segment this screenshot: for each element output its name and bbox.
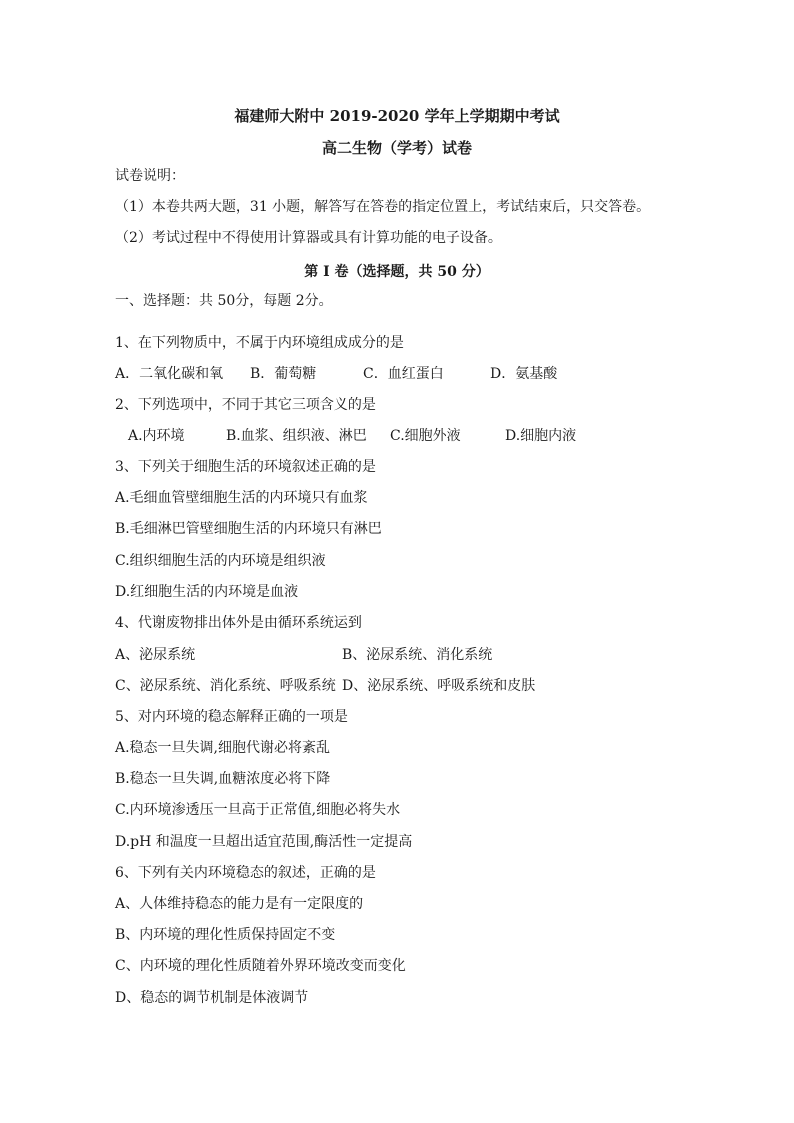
exam-subtitle: 高二生物（学考）试卷 bbox=[321, 139, 472, 157]
question-1-option-a: A．二氧化碳和氧 bbox=[115, 366, 224, 382]
question-3-option-b: B.毛细淋巴管壁细胞生活的内环境只有淋巴 bbox=[115, 521, 382, 537]
question-4-option-a: A、泌尿系统 bbox=[115, 647, 196, 663]
question-1-option-d: D．氨基酸 bbox=[490, 366, 558, 382]
section-subtitle: 一、选择题：共 50分，每题 2分。 bbox=[115, 293, 333, 309]
question-6-option-a: A、人体维持稳态的能力是有一定限度的 bbox=[115, 896, 364, 912]
question-5-option-b: B.稳态一旦失调,血糖浓度必将下降 bbox=[115, 771, 331, 787]
question-3-option-c: C.组织细胞生活的内环境是组织液 bbox=[115, 553, 326, 569]
question-5-option-d: D.pH 和温度一旦超出适宜范围,酶活性一定提高 bbox=[115, 834, 413, 850]
question-4-option-c: C、泌尿系统、消化系统、呼吸系统 bbox=[115, 678, 336, 694]
question-2-option-a: A.内环境 bbox=[128, 428, 185, 444]
question-2-stem: 2、下列选项中，不同于其它三项含义的是 bbox=[115, 397, 376, 413]
question-4-option-b: B、泌尿系统、消化系统 bbox=[342, 647, 493, 663]
question-6-option-d: D、稳态的调节机制是体液调节 bbox=[115, 990, 309, 1006]
section-title: 第 I 卷（选择题，共 50 分） bbox=[304, 264, 490, 280]
question-3-option-d: D.红细胞生活的内环境是血液 bbox=[115, 584, 299, 600]
question-2-option-c: C.细胞外液 bbox=[390, 428, 461, 444]
question-3-stem: 3、下列关于细胞生活的环境叙述正确的是 bbox=[115, 459, 376, 475]
question-2-option-b: B.血浆、组织液、淋巴 bbox=[226, 428, 367, 444]
instruction-item-2: （2）考试过程中不得使用计算器或具有计算功能的电子设备。 bbox=[115, 230, 502, 246]
question-2-option-d: D.细胞内液 bbox=[505, 428, 577, 444]
question-3-option-a: A.毛细血管壁细胞生活的内环境只有血浆 bbox=[115, 490, 368, 506]
question-5-option-a: A.稳态一旦失调,细胞代谢必将紊乱 bbox=[115, 740, 331, 756]
question-5-stem: 5、对内环境的稳态解释正确的一项是 bbox=[115, 709, 348, 725]
question-4-option-d: D、泌尿系统、呼吸系统和皮肤 bbox=[342, 678, 536, 694]
question-6-option-b: B、内环境的理化性质保持固定不变 bbox=[115, 927, 336, 943]
instructions-heading: 试卷说明： bbox=[115, 168, 185, 184]
exam-title: 福建师大附中 2019-2020 学年上学期期中考试 bbox=[234, 107, 560, 125]
instruction-item-1: （1）本卷共两大题，31 小题，解答写在答卷的指定位置上，考试结束后，只交答卷。 bbox=[115, 199, 651, 215]
question-4-stem: 4、代谢废物排出体外是由循环系统运到 bbox=[115, 615, 362, 631]
question-6-option-c: C、内环境的理化性质随着外界环境改变而变化 bbox=[115, 958, 406, 974]
question-6-stem: 6、下列有关内环境稳态的叙述，正确的是 bbox=[115, 865, 376, 881]
question-1-option-c: C．血红蛋白 bbox=[363, 366, 444, 382]
question-1-option-b: B．葡萄糖 bbox=[250, 366, 317, 382]
question-1-stem: 1、在下列物质中，不属于内环境组成成分的是 bbox=[115, 335, 404, 351]
question-5-option-c: C.内环境渗透压一旦高于正常值,细胞必将失水 bbox=[115, 802, 401, 818]
